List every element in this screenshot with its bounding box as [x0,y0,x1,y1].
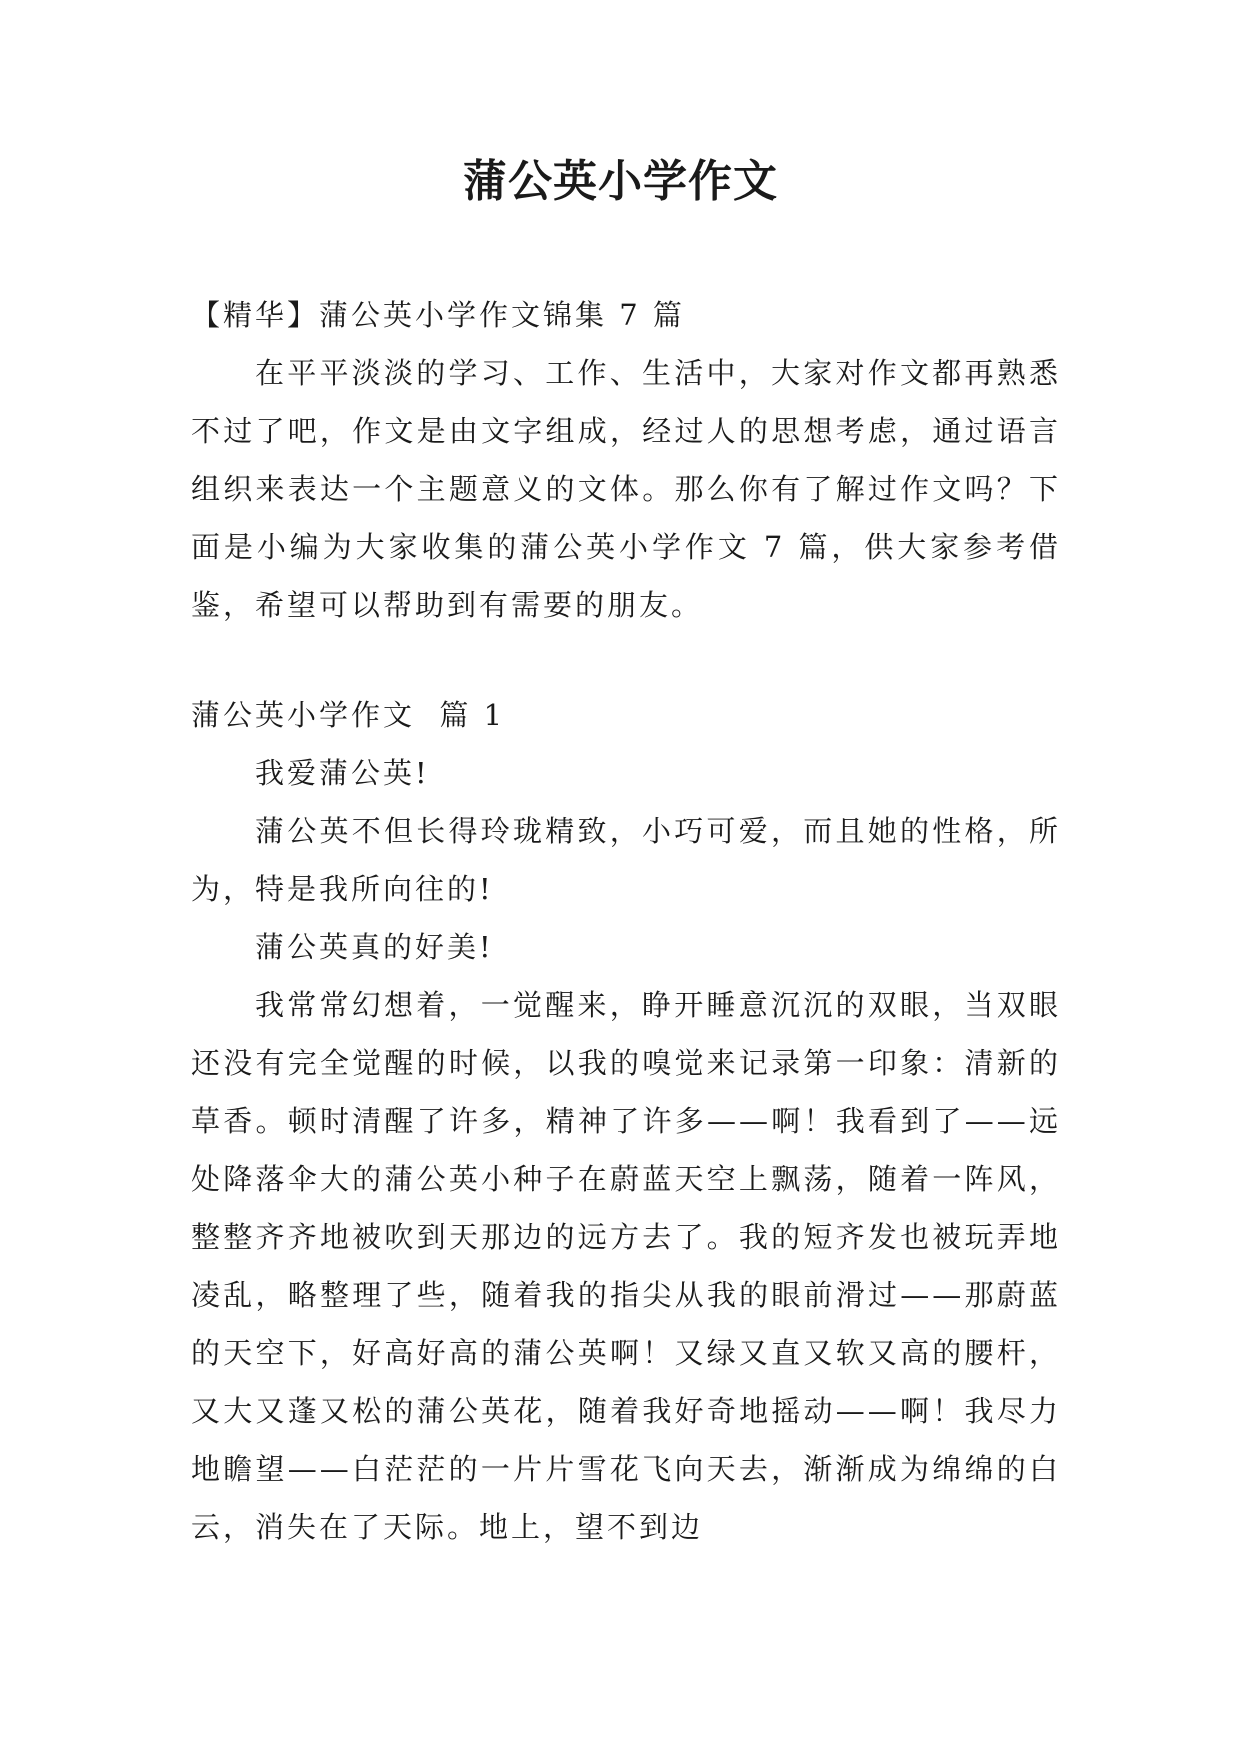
section-spacer [191,634,1061,686]
body-paragraph: 我爱蒲公英! [255,756,430,790]
body-paragraph: 蒲公英真的好美! [255,930,494,964]
document-title: 蒲公英小学作文 [463,156,778,207]
document-subtitle: 【精华】蒲公英小学作文锦集 7 篇 [191,298,685,332]
body-paragraph: 蒲公英不但长得玲珑精致，小巧可爱，而且她的性格，所为，特是我所向往的! [191,814,1061,906]
document-body [191,286,1061,1556]
section-heading: 蒲公英小学作文 篇 1 [191,698,506,732]
intro-paragraph: 在平平淡淡的学习、工作、生活中，大家对作文都再熟悉不过了吧，作文是由文字组成，经过人的思想考虑，通过语言组织来表达一个主题意义的文体。那么你有了解过作文吗？下面是小编为大家收集的蒲公英小学作文 7 篇，供大家参考借鉴，希望可以帮助到有需要的朋友。 [191,356,1061,622]
body-paragraph: 我常常幻想着，一觉醒来，睁开睡意沉沉的双眼，当双眼还没有完全觉醒的时候，以我的嗅觉来记录第一印象：清新的草香。顿时清醒了许多，精神了许多——啊！我看到了——远处降落伞大的蒲公英小种子在蔚蓝天空上飘荡，随着一阵风，整整齐齐地被吹到天那边的远方去了。我的短齐发也被玩弄地凌乱，略整理了些，随着我的指尖从我的眼前滑过——那蔚蓝的天空下，好高好高的蒲公英啊！又绿又直又软又高的腰杆，又大又蓬又松的蒲公英花，随着我好奇地摇动——啊！我尽力地瞻望——白茫茫的一片片雪花飞向天去，渐渐成为绵绵的白云，消失在了天际。地上，望不到边 [191,988,1061,1544]
